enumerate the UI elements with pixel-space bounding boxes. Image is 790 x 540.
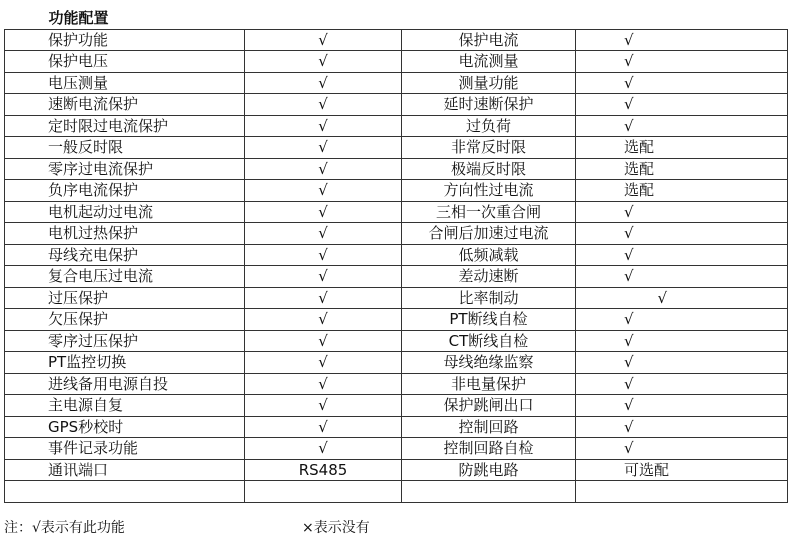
function-status-left: √ bbox=[245, 223, 402, 245]
function-status-right: √ bbox=[576, 395, 788, 417]
function-config-table bbox=[4, 8, 788, 503]
function-status-right: √ bbox=[576, 72, 788, 94]
function-name-left: 过压保护 bbox=[5, 287, 245, 309]
table-row bbox=[5, 438, 788, 460]
table-row bbox=[5, 29, 788, 51]
function-name-left: 进线备用电源自投 bbox=[5, 373, 245, 395]
function-name-right: 延时速断保护 bbox=[402, 94, 576, 116]
function-status-left: √ bbox=[245, 309, 402, 331]
table-row bbox=[5, 180, 788, 202]
function-status-right: √ bbox=[576, 244, 788, 266]
function-name-left: 电压测量 bbox=[5, 72, 245, 94]
function-name-right: 控制回路自检 bbox=[402, 438, 576, 460]
function-name-left: 欠压保护 bbox=[5, 309, 245, 331]
function-status-left: √ bbox=[245, 201, 402, 223]
function-status-right: √ bbox=[576, 201, 788, 223]
function-name-right: 防跳电路 bbox=[402, 459, 576, 481]
function-config-sheet bbox=[4, 8, 787, 503]
function-name-left: PT监控切换 bbox=[5, 352, 245, 374]
function-status-right: √ bbox=[576, 223, 788, 245]
function-name-left: 事件记录功能 bbox=[5, 438, 245, 460]
table-row bbox=[5, 223, 788, 245]
table-row bbox=[5, 137, 788, 159]
function-status-right: √ bbox=[576, 29, 788, 51]
function-name-left: 复合电压过电流 bbox=[5, 266, 245, 288]
function-name-left: 主电源自复 bbox=[5, 395, 245, 417]
table-row bbox=[5, 373, 788, 395]
function-status-left: √ bbox=[245, 352, 402, 374]
function-name-right: PT断线自检 bbox=[402, 309, 576, 331]
legend-have bbox=[4, 518, 125, 538]
table-row bbox=[5, 158, 788, 180]
function-status-right: √ bbox=[576, 438, 788, 460]
function-name-right: 控制回路 bbox=[402, 416, 576, 438]
table-row-empty bbox=[5, 481, 788, 503]
table-row bbox=[5, 459, 788, 481]
function-status-left: √ bbox=[245, 395, 402, 417]
function-name-left: 保护电压 bbox=[5, 51, 245, 73]
function-status-right: 选配 bbox=[576, 137, 788, 159]
function-status-right: 选配 bbox=[576, 180, 788, 202]
function-name-left: 母线充电保护 bbox=[5, 244, 245, 266]
function-status-left: √ bbox=[245, 416, 402, 438]
function-status-left: √ bbox=[245, 51, 402, 73]
function-status-right: √ bbox=[576, 309, 788, 331]
function-status-left: √ bbox=[245, 115, 402, 137]
table-row bbox=[5, 51, 788, 73]
function-status-left: √ bbox=[245, 29, 402, 51]
function-name-right: 方向性过电流 bbox=[402, 180, 576, 202]
function-name-left: 一般反时限 bbox=[5, 137, 245, 159]
function-name-left: 定时限过电流保护 bbox=[5, 115, 245, 137]
table-row bbox=[5, 94, 788, 116]
table-row bbox=[5, 266, 788, 288]
function-status-right: √ bbox=[576, 373, 788, 395]
function-status-left: √ bbox=[245, 158, 402, 180]
function-name-right: 母线绝缘监察 bbox=[402, 352, 576, 374]
function-status-left: √ bbox=[245, 266, 402, 288]
function-status-left: √ bbox=[245, 373, 402, 395]
table-title: 功能配置 bbox=[5, 8, 788, 29]
function-status-left: √ bbox=[245, 438, 402, 460]
function-status-right: √ bbox=[576, 416, 788, 438]
function-status-left: √ bbox=[245, 244, 402, 266]
function-name-right: 电流测量 bbox=[402, 51, 576, 73]
function-name-right: 差动速断 bbox=[402, 266, 576, 288]
function-name-right: 极端反时限 bbox=[402, 158, 576, 180]
function-status-left: √ bbox=[245, 330, 402, 352]
function-name-left: 电机起动过电流 bbox=[5, 201, 245, 223]
table-row bbox=[5, 201, 788, 223]
function-status-right: √ bbox=[576, 115, 788, 137]
function-name-right: 测量功能 bbox=[402, 72, 576, 94]
table-row bbox=[5, 287, 788, 309]
function-status-right: √ bbox=[576, 330, 788, 352]
empty-cell bbox=[576, 481, 788, 503]
function-name-left: 保护功能 bbox=[5, 29, 245, 51]
function-name-left: 负序电流保护 bbox=[5, 180, 245, 202]
table-row bbox=[5, 330, 788, 352]
function-name-right: CT断线自检 bbox=[402, 330, 576, 352]
function-status-right: √ bbox=[576, 51, 788, 73]
note-have-text: √表示有此功能 bbox=[32, 520, 125, 536]
empty-cell bbox=[245, 481, 402, 503]
function-name-right: 非电量保护 bbox=[402, 373, 576, 395]
function-status-left: √ bbox=[245, 287, 402, 309]
function-status-left: RS485 bbox=[245, 459, 402, 481]
function-name-left: 零序过压保护 bbox=[5, 330, 245, 352]
empty-cell bbox=[402, 481, 576, 503]
function-name-left: 零序过电流保护 bbox=[5, 158, 245, 180]
table-row bbox=[5, 72, 788, 94]
table-row bbox=[5, 395, 788, 417]
legend-note bbox=[0, 518, 790, 538]
function-name-right: 比率制动 bbox=[402, 287, 576, 309]
function-status-left: √ bbox=[245, 72, 402, 94]
function-status-right: √ bbox=[576, 352, 788, 374]
function-status-right: √ bbox=[576, 287, 788, 309]
function-name-right: 保护跳闸出口 bbox=[402, 395, 576, 417]
function-name-right: 过负荷 bbox=[402, 115, 576, 137]
table-row bbox=[5, 115, 788, 137]
function-status-left: √ bbox=[245, 94, 402, 116]
function-name-left: 电机过热保护 bbox=[5, 223, 245, 245]
table-row bbox=[5, 244, 788, 266]
function-name-left: 速断电流保护 bbox=[5, 94, 245, 116]
function-name-left: GPS秒校时 bbox=[5, 416, 245, 438]
table-row bbox=[5, 352, 788, 374]
table-title-row bbox=[5, 8, 788, 29]
function-name-right: 保护电流 bbox=[402, 29, 576, 51]
function-status-right: √ bbox=[576, 266, 788, 288]
function-status-right: 可选配 bbox=[576, 459, 788, 481]
function-name-right: 非常反时限 bbox=[402, 137, 576, 159]
function-status-left: √ bbox=[245, 137, 402, 159]
function-name-right: 低频减载 bbox=[402, 244, 576, 266]
table-row bbox=[5, 309, 788, 331]
note-label: 注： bbox=[4, 520, 32, 536]
function-name-right: 合闸后加速过电流 bbox=[402, 223, 576, 245]
table-row bbox=[5, 416, 788, 438]
function-name-left: 通讯端口 bbox=[5, 459, 245, 481]
legend-none: ×表示没有 bbox=[302, 520, 370, 536]
function-status-right: 选配 bbox=[576, 158, 788, 180]
function-name-right: 三相一次重合闸 bbox=[402, 201, 576, 223]
function-status-right: √ bbox=[576, 94, 788, 116]
function-status-left: √ bbox=[245, 180, 402, 202]
empty-cell bbox=[5, 481, 245, 503]
